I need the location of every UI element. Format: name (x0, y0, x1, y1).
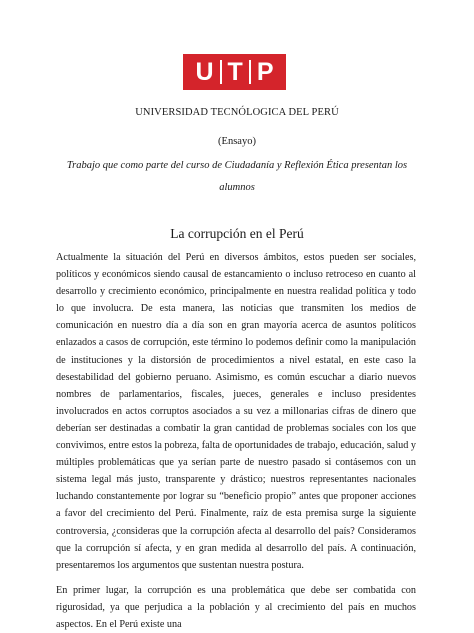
work-description-continued: alumnos (219, 182, 255, 193)
paragraph: En primer lugar, la corrupción es una problemática que debe ser combatida con rigurosidad, ya que perjudica a la población y al crecimiento del país en muchos aspectos. En el Perú existe una (56, 584, 416, 630)
logo-divider (220, 60, 222, 84)
logo-letter-t: T (227, 57, 243, 86)
logo-letter-u: U (195, 57, 214, 86)
logo-divider (249, 60, 251, 84)
essay-title: La corrupción en el Perú (170, 226, 304, 241)
paragraph: Actualmente la situación del Perú en diversos ámbitos, estos pueden ser sociales, políticos y económicos siendo causal de estancamiento o incluso retroceso en cuanto al desarrollo y crecimiento económico, principalmente en nuestra realidad política y todo lo que involucra. De esta manera, las noticias que transmiten los medios de comunicación en nuestro día a día son en gran mayoría acerca de asuntos políticos enlazados a casos de corrupción, este término lo podemos definir como la manipulación de instituciones y la distorsión de procedimientos a nivel estatal, en este caso la desestabilidad del gobierno peruano. Asimismo, es común escuchar a diario nuevos nombres de parlamentarios, fiscales, jueces, generales e incluso presidentes involucrados en actos corruptos asociados a su vez a millonarias cifras de dinero que deberían ser destinadas a combatir la gran cantidad de problemas sociales con los que convivimos, entre estos la pobreza, falta de oportunidades de trabajo, educación, salud y múltiples problemáticas que ya serían parte de nuestro pasado si contásemos con un sistema legal más justo, transparente y drástico; nuestros representantes nacionales luchando constantemente por lograr su “beneficio propio” antes que proponer acciones a favor del crecimiento del Perú. Finalmente, raíz de esta premisa surge la siguiente controversia, ¿consideras que la corrupción afecta al desarrollo del país? Consideramos que la corrupción sí afecta, y en gran medida al desarrollo del país. A continuación, presentaremos los argumentos que sustentan nuestra postura. (56, 252, 416, 571)
essay-body (56, 249, 416, 633)
document-type: (Ensayo) (218, 136, 256, 147)
work-description: Trabajo que como parte del curso de Ciudadanía y Reflexión Ética presentan los (66, 160, 408, 171)
university-name: UNIVERSIDAD TECNÓLOGICA DEL PERÚ (135, 107, 339, 118)
utp-logo (183, 54, 286, 90)
logo-letter-p: P (256, 57, 274, 86)
